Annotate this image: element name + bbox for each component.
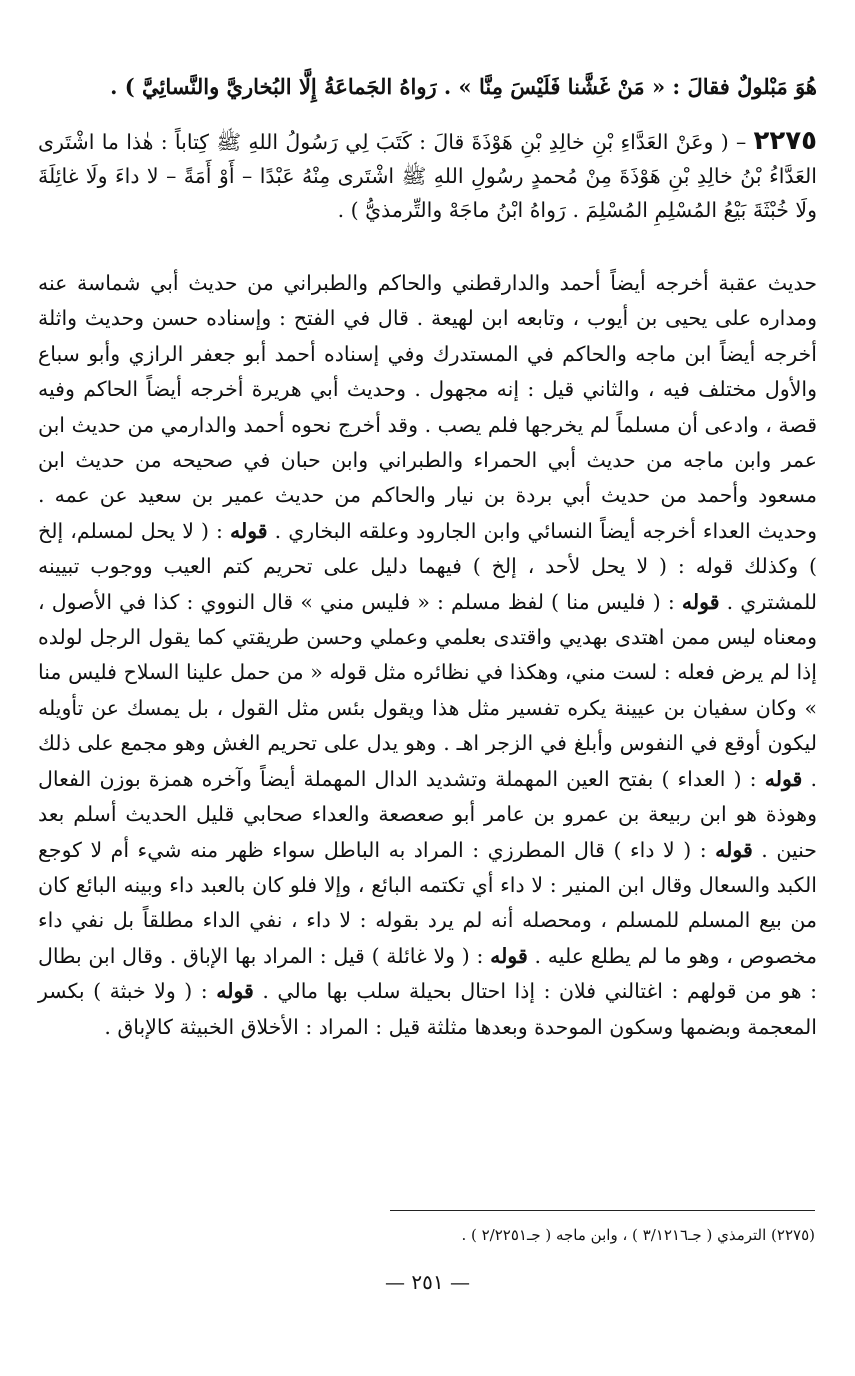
commentary-segment: : ( لا داء ) قال المطرزي : المراد به الباطل سواء ظهر منه شيء أم لا كوجع الكبد والسعال وقال ابن المنير : لا داء أي تكتمه البائع ، وإلا فلو كان بالعبد داء وبينه البائع كان من بيع المسلم للمسلم ، ومحصله أنه لم يرد بقوله : لا داء ، نفي الداء مطلقاً بل نفي داء مخصوص ، وهو ما لم يطلع عليه .	[38, 837, 817, 968]
keyword-qawluhu: قوله	[764, 766, 803, 791]
footnote: (٢٢٧٥) الترمذي ( جـ٣/١٢١٦ ) ، وابن ماجه ( جـ٢/٢٢٥١ ) .	[461, 1226, 815, 1244]
commentary-segment: : ( ولا غائلة ) قيل : المراد بها الإباق . وقال ابن بطال : هو من قولهم : اغتالني فلان : إذا احتال بحيلة سلب بها مالي .	[38, 943, 817, 1004]
keyword-qawluhu: قوله	[681, 589, 720, 614]
hadith-dash: –	[735, 130, 747, 154]
hadith-text: ( وعَنْ العَدَّاءِ بْنِ خالِدِ بْنِ هَوْذَةَ قالَ : كَتَبَ لِي رَسُولُ اللهِ ﷺ كِتاباً : هٰذا ما اشْتَرى العَدَّاءُ بْنُ خالِدِ بْنِ هَوْذَةَ مِنْ مُحمدٍ رسُولِ اللهِ ﷺ اشْتَرى مِنْهُ عَبْدًا – أَوْ أَمَةً – لا داءَ ولَا غائِلَةَ ولَا خُبْثَةَ بَيْعُ المُسْلِمِ المُسْلِمَ . رَواهُ ابْنُ ماجَهْ والتِّرمذيُّ ) .	[38, 130, 817, 222]
hadith-2275	[38, 124, 817, 227]
keyword-qawluhu: قوله	[715, 837, 753, 862]
commentary-segment: : ( العداء ) بفتح العين المهملة وتشديد الدال المهملة أيضاً وآخره همزة بوزن الفعال وهوذة هو ابن ربيعة بن عمرو بن عامر أبو صعصعة والعداء صحابي قليل الحديث أسلم بعد حنين .	[38, 766, 817, 862]
keyword-qawluhu: قوله	[216, 979, 254, 1004]
commentary-paragraph	[38, 266, 817, 1045]
page-number: — ٢٥١ —	[385, 1270, 470, 1294]
commentary-intro: حديث عقبة أخرجه أيضاً أحمد والدارقطني والحاكم والطبراني من حديث أبي شماسة عنه ومداره على يحيى بن أيوب ، وتابعه ابن لهيعة . قال في الفتح : وإسناده حسن وحديث واثلة أخرجه أيضاً ابن ماجه والحاكم في المستدرك وفي إسناده أحمد أبو جعفر الرازي وأبو سباع والأول مختلف فيه ، والثاني قيل : إنه مجهول . وحديث أبي هريرة أخرجه أيضاً الحاكم وفيه قصة ، وادعى أن مسلماً لم يخرجها فلم يصب . وقد أخرج نحوه أحمد والدارمي من حديث ابن عمر وابن ماجه من حديث أبي الحمراء والطبراني وابن حبان في صحيحه من حديث ابن مسعود وأحمد من حديث أبي بردة بن نيار والحاكم من حديث عمير بن سعيد عن عمه . وحديث العداء أخرجه أيضاً النسائي وابن الجارود وعلقه البخاري .	[38, 271, 817, 543]
hadith-tail-text: هُوَ مَبْلولٌ فقالَ : « مَنْ غَشَّنا فَلَيْسَ مِنَّا » . رَواهُ الجَماعَةُ إِلَّا البُخاريَّ والنَّسائِيَّ ) .	[110, 74, 817, 99]
keyword-qawluhu: قوله	[229, 518, 268, 543]
keyword-qawluhu: قوله	[490, 943, 528, 968]
hadith-number: ٢٢٧٥	[753, 126, 817, 156]
commentary-segment: : ( ولا خبثة ) بكسر المعجمة وبضمها وسكون الموحدة وبعدها مثلثة قيل : المراد : الأخلاق الخبيثة كالإباق .	[38, 979, 817, 1039]
commentary-segment: : ( فليس منا ) لفظ مسلم : « فليس مني » قال النووي : كذا في الأصول ، ومعناه ليس ممن اهتدى بهديي واقتدى بعلمي وعملي وحسن طريقتي كما يقول الرجل لولده إذا لم يرض فعله : لست مني، وهكذا في نظائره مثل قوله « من حمل علينا السلاح فليس منا » وكان سفيان بن عيينة يكره تفسير مثل هذا ويقول بئس مثل القول ، بل يمسك عن تأويله ليكون أوقع في النفوس وأبلغ في الزجر اهـ . وهو يدل على تحريم الغش وهو مجمع على ذلك .	[38, 589, 817, 791]
commentary	[38, 266, 817, 1045]
footnote-divider	[390, 1210, 815, 1211]
commentary-segment: : ( لا يحل لمسلم، إلخ ) وكذلك قوله : ( لا يحل لأحد ، إلخ ) فيهما دليل على تحريم كتم العيب ووجوب تبيينه للمشتري .	[38, 518, 817, 614]
